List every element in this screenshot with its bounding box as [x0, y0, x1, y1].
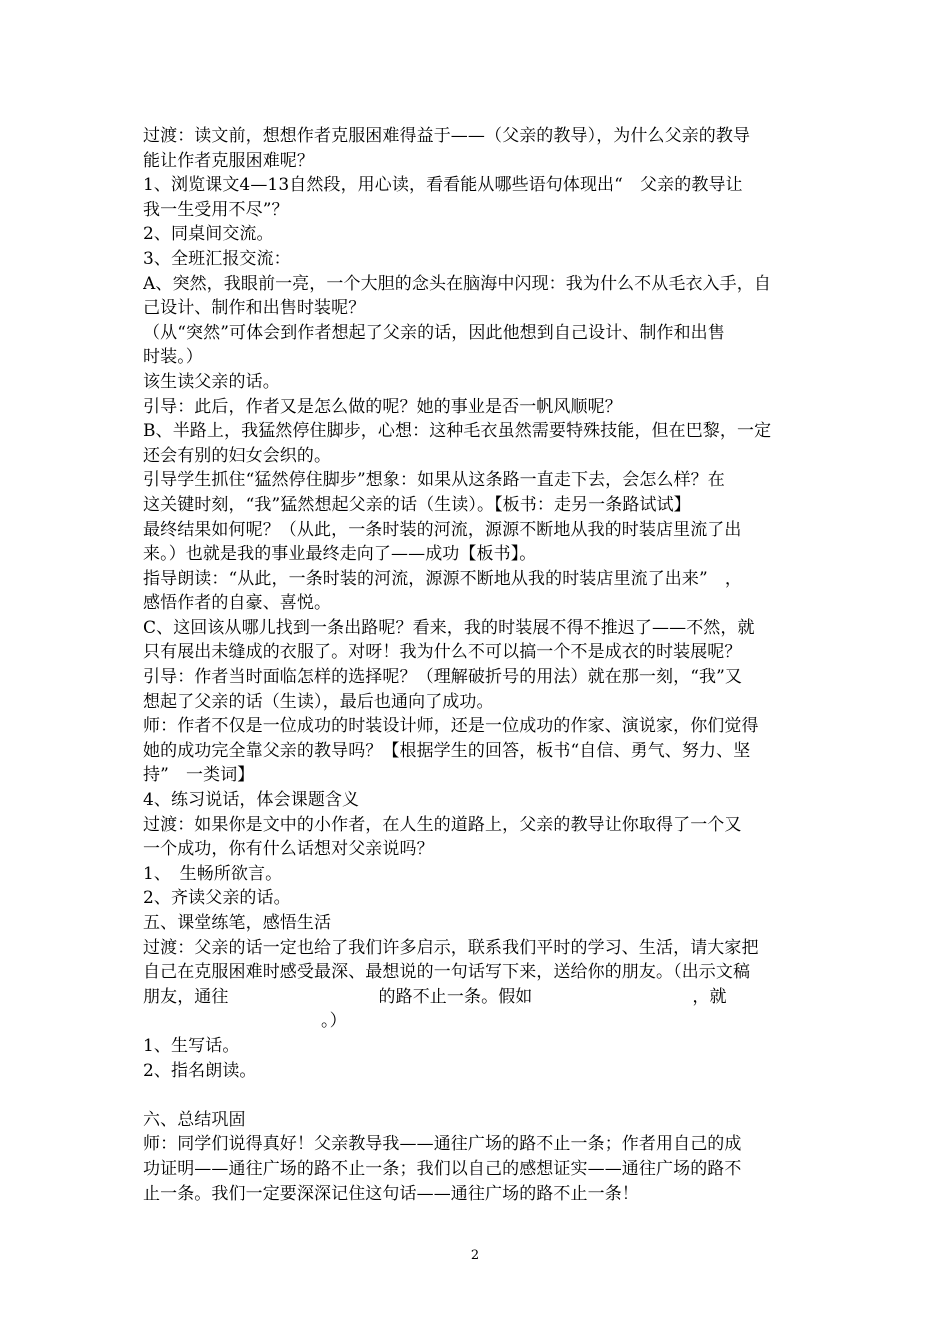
- text-line: 1、 生畅所欲言。: [143, 863, 283, 884]
- text-line: C、这回该从哪儿找到一条出路呢？看来，我的时装展不得不推迟了——不然，就: [143, 617, 755, 638]
- text-line: 想起了父亲的话（生读），最后也通向了成功。: [143, 691, 494, 712]
- text-line: 持” 一类词】: [143, 765, 255, 786]
- fill-in-text-1: 朋友，通往: [143, 986, 229, 1007]
- text-line: 自己在克服困难时感受最深、最想说的一句话写下来，送给你的朋友。（出示文稿: [143, 962, 751, 983]
- text-line: 1、生写话。: [143, 1035, 240, 1056]
- text-line: 六、总结巩固: [143, 1109, 246, 1130]
- text-line: 引导：作者当时面临怎样的选择呢？（理解破折号的用法）就在那一刻，“我”又: [143, 667, 742, 688]
- text-line: 师：同学们说得真好！父亲教导我——通往广场的路不止一条；作者用自己的成: [143, 1134, 742, 1155]
- text-line: 己设计、制作和出售时装呢？: [143, 298, 366, 319]
- text-line: 感悟作者的自豪、喜悦。: [143, 593, 332, 614]
- summary-section: [143, 1108, 813, 1206]
- text-line: 过渡：读文前，想想作者克服困难得益于——（父亲的教导），为什么父亲的教导: [143, 126, 751, 146]
- text-line: 最终结果如何呢？（从此，一条时装的河流，源源不断地从我的时装店里流了出: [143, 519, 742, 540]
- text-line: 过渡：父亲的话一定也给了我们许多启示，联系我们平时的学习、生活，请大家把: [143, 937, 759, 958]
- fill-in-text-3: ，就: [692, 986, 727, 1007]
- text-line: 2、同桌间交流。: [143, 224, 274, 245]
- text-line: 2、齐读父亲的话。: [143, 888, 291, 909]
- text-line: A、突然，我眼前一亮，一个大胆的念头在脑海中闪现：我为什么不从毛衣入手，自: [143, 273, 771, 294]
- blank-line: [143, 1083, 813, 1108]
- text-line: 功证明——通往广场的路不止一条；我们以自己的感想证实——通往广场的路不: [143, 1158, 742, 1179]
- fill-in-text-2: 的路不止一条。假如: [378, 986, 533, 1007]
- fill-in-blank-line-end: [143, 1009, 813, 1034]
- fill-in-blank-line: [143, 985, 813, 1010]
- text-line: 2、指名朗读。: [143, 1060, 257, 1081]
- text-line: 一个成功，你有什么话想对父亲说吗？: [143, 839, 434, 860]
- text-line: 该生读父亲的话。: [143, 371, 280, 392]
- text-line: 止一条。我们一定要深深记住这句话——通往广场的路不止一条！: [143, 1183, 639, 1204]
- text-line: 只有展出未缝成的衣服了。对呀！我为什么不可以搞一个不是成衣的时装展呢？: [143, 642, 742, 663]
- text-line: 引导学生抓住“猛然停住脚步”想象：如果从这条路一直走下去，会怎么样？在: [143, 470, 725, 491]
- text-line: 我一生受用不尽”？: [143, 199, 289, 220]
- text-line: 4、练习说话，体会课题含义: [143, 790, 360, 811]
- text-line: 师：作者不仅是一位成功的时装设计师，还是一位成功的作家、演说家，你们觉得: [143, 716, 759, 737]
- document-page: [143, 124, 813, 1206]
- text-line: 能让作者克服困难呢？: [143, 150, 314, 171]
- text-line: 这关键时刻，“我”猛然想起父亲的话（生读）。【板书：走另一条路试试】: [143, 494, 691, 515]
- text-line: 她的成功完全靠父亲的教导吗？【根据学生的回答，板书“自信、勇气、努力、坚: [143, 740, 751, 761]
- fill-in-end-text: 。）: [321, 1011, 347, 1032]
- exercise-steps: [143, 1034, 813, 1083]
- text-line: 引导：此后，作者又是怎么做的呢？她的事业是否一帆风顺呢？: [143, 396, 622, 417]
- text-line: （从“突然”可体会到作者想起了父亲的话，因此他想到自己设计、制作和出售: [143, 322, 725, 343]
- text-line: 时装。）: [143, 347, 203, 368]
- text-line: 3、全班汇报交流：: [143, 248, 291, 269]
- text-line: 过渡：如果你是文中的小作者，在人生的道路上，父亲的教导让你取得了一个又: [143, 814, 742, 835]
- text-line: 还会有别的妇女会织的。: [143, 445, 332, 466]
- text-line: 指导朗读：“从此，一条时装的河流，源源不断地从我的时装店里流了出来” ，: [143, 568, 742, 589]
- text-line: B、半路上，我猛然停住脚步，心想：这种毛衣虽然需要特殊技能，但在巴黎，一定: [143, 421, 772, 442]
- page-number: 2: [470, 1248, 480, 1263]
- body-text: [143, 124, 813, 985]
- text-line: 1、浏览课文4—13自然段，用心读，看看能从哪些语句体现出“ 父亲的教导让: [143, 175, 743, 196]
- text-line: 五、课堂练笔，感悟生活: [143, 913, 332, 933]
- text-line: 来。）也就是我的事业最终走向了——成功【板书】。: [143, 544, 537, 565]
